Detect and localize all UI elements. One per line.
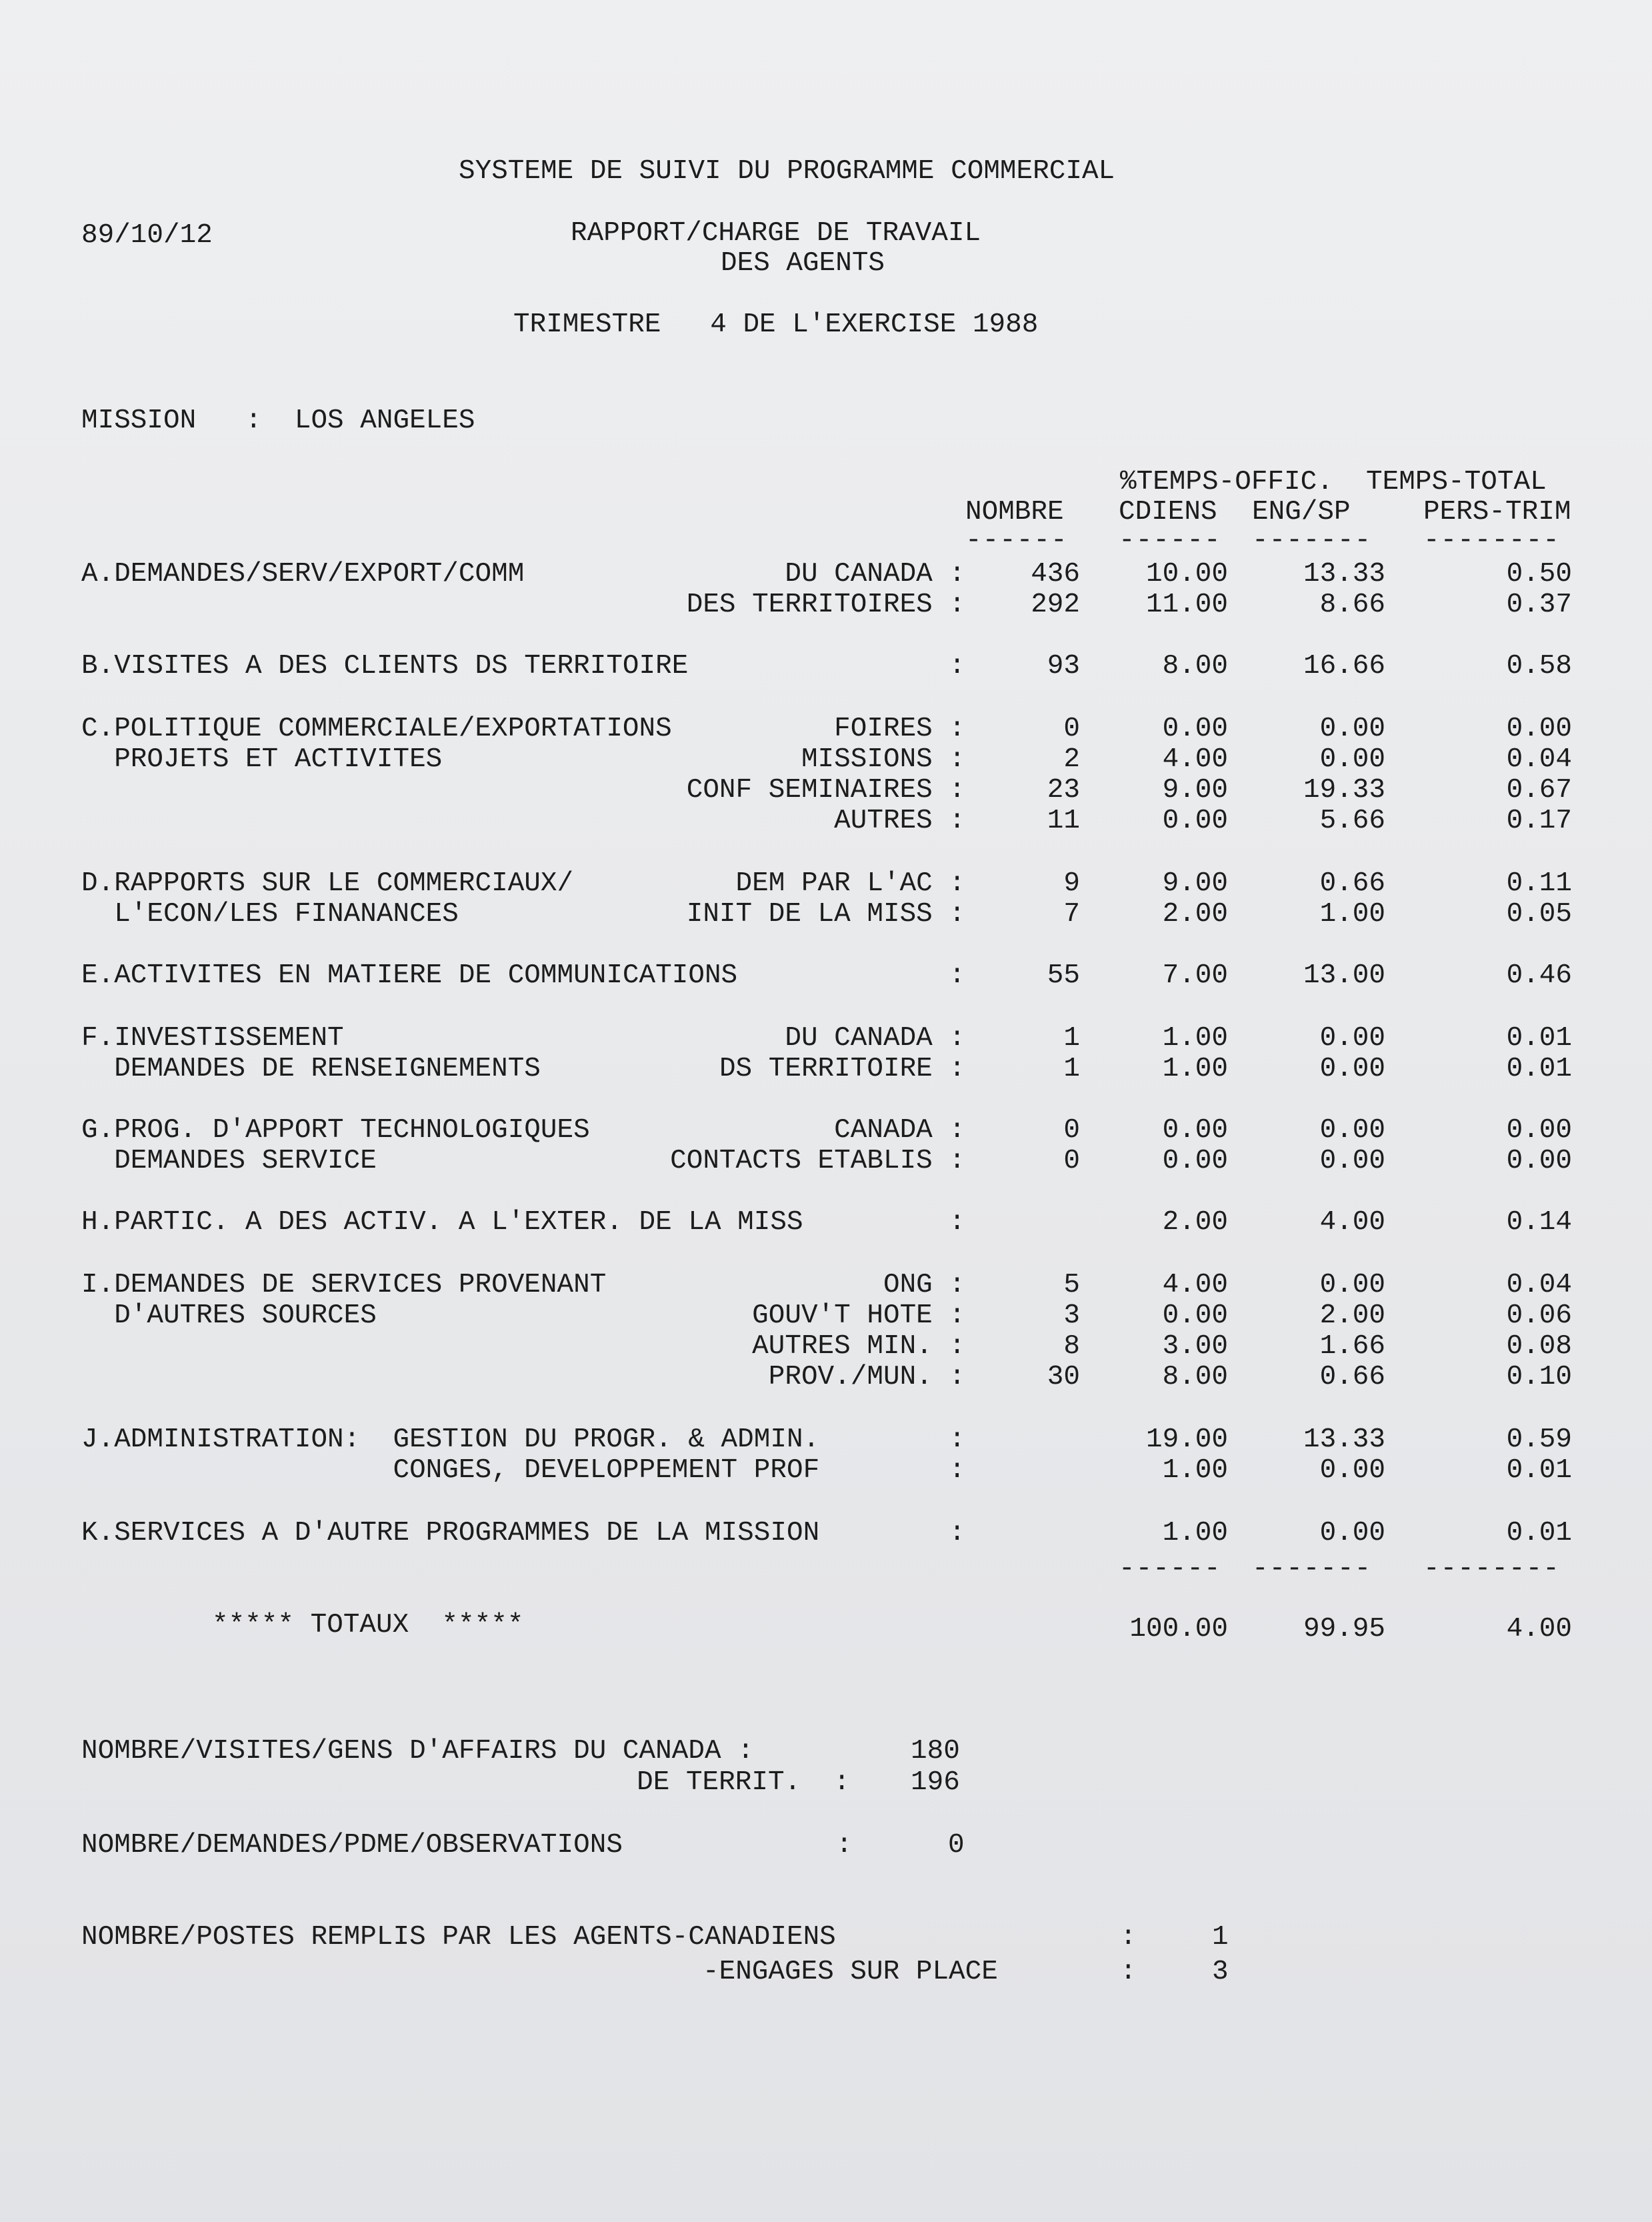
row-sublabel: ONG : <box>883 1270 965 1300</box>
row-nombre: 5 <box>1063 1270 1080 1300</box>
row-label: A.DEMANDES/SERV/EXPORT/COMM <box>81 559 525 590</box>
row-pers: 0.01 <box>1506 1023 1572 1054</box>
row-label: H.PARTIC. A DES ACTIV. A L'EXTER. DE LA MISS <box>81 1207 803 1238</box>
row-cdiens: 0.00 <box>1162 1146 1228 1176</box>
report-title-line2: DES AGENTS <box>721 248 885 279</box>
row-pers: 0.00 <box>1506 714 1572 744</box>
row-pers: 0.04 <box>1506 744 1572 775</box>
row-nombre: 23 <box>1047 775 1080 806</box>
postes-line1: NOMBRE/POSTES REMPLIS PAR LES AGENTS-CANADIENS <box>81 1922 836 1953</box>
visites-value1: 180 <box>911 1736 960 1767</box>
visites-value2: 196 <box>911 1767 960 1798</box>
row-pers: 0.08 <box>1506 1331 1572 1362</box>
row-label: CONGES, DEVELOPPEMENT PROF <box>81 1455 820 1486</box>
row-engsp: 13.33 <box>1303 559 1385 590</box>
totals-cdiens: 100.00 <box>1129 1614 1228 1644</box>
row-cdiens: 0.00 <box>1162 806 1228 836</box>
visites-line1: NOMBRE/VISITES/GENS D'AFFAIRS DU CANADA : <box>81 1736 754 1767</box>
row-engsp: 4.00 <box>1319 1207 1385 1238</box>
row-pers: 0.17 <box>1506 806 1572 836</box>
row-cdiens: 10.00 <box>1145 559 1228 590</box>
row-sublabel: DU CANADA : <box>785 1023 965 1054</box>
row-sublabel: AUTRES : <box>834 806 965 836</box>
demandes-colon: : <box>836 1830 853 1861</box>
row-pers: 0.00 <box>1506 1146 1572 1176</box>
row-engsp: 0.00 <box>1319 1270 1385 1300</box>
row-sublabel: PROV./MUN. : <box>768 1362 965 1392</box>
row-cdiens: 0.00 <box>1162 714 1228 744</box>
row-cdiens: 1.00 <box>1162 1518 1228 1548</box>
underline-perstrim: -------- <box>1423 525 1560 556</box>
row-sublabel: DES TERRITOIRES : <box>686 590 965 620</box>
row-nombre: 9 <box>1063 868 1080 899</box>
mission-line: MISSION : LOS ANGELES <box>81 405 475 436</box>
row-label: F.INVESTISSEMENT <box>81 1023 344 1054</box>
postes-value1: 1 <box>1212 1922 1229 1953</box>
row-cdiens: 4.00 <box>1162 744 1228 775</box>
totals-engsp: 99.95 <box>1303 1614 1385 1644</box>
row-nombre: 30 <box>1047 1362 1080 1392</box>
row-label: B.VISITES A DES CLIENTS DS TERRITOIRE <box>81 651 689 682</box>
row-pers: 0.10 <box>1506 1362 1572 1392</box>
row-pers: 0.37 <box>1506 590 1572 620</box>
row-label: G.PROG. D'APPORT TECHNOLOGIQUES <box>81 1115 590 1146</box>
row-nombre: 0 <box>1063 714 1080 744</box>
row-cdiens: 19.00 <box>1145 1424 1228 1455</box>
row-pers: 0.14 <box>1506 1207 1572 1238</box>
row-nombre: 93 <box>1047 651 1080 682</box>
column-header-engsp: ENG/SP <box>1252 497 1351 527</box>
row-sublabel: GOUV'T HOTE : <box>752 1300 965 1331</box>
row-engsp: 0.66 <box>1319 1362 1385 1392</box>
row-pers: 0.58 <box>1506 651 1572 682</box>
row-cdiens: 9.00 <box>1162 775 1228 806</box>
totals-underline-pers: -------- <box>1423 1554 1560 1584</box>
row-label: DEMANDES SERVICE <box>81 1146 377 1176</box>
row-pers: 0.06 <box>1506 1300 1572 1331</box>
row-nombre: 2 <box>1063 744 1080 775</box>
underline-nombre: ------ <box>965 525 1068 556</box>
postes-colon1: : <box>1120 1922 1137 1953</box>
row-engsp: 2.00 <box>1319 1300 1385 1331</box>
column-header-cdiens: CDIENS <box>1119 497 1217 527</box>
system-title: SYSTEME DE SUIVI DU PROGRAMME COMMERCIAL <box>459 156 1115 187</box>
row-engsp: 19.33 <box>1303 775 1385 806</box>
quarter-line: TRIMESTRE 4 DE L'EXERCISE 1988 <box>513 309 1039 340</box>
underline-cdiens: ------ <box>1119 525 1221 556</box>
row-pers: 0.01 <box>1506 1518 1572 1548</box>
row-pers: 0.05 <box>1506 899 1572 930</box>
row-engsp: 0.00 <box>1319 1146 1385 1176</box>
row-sublabel: : <box>949 1424 965 1455</box>
row-pers: 0.00 <box>1506 1115 1572 1146</box>
row-engsp: 5.66 <box>1319 806 1385 836</box>
row-pers: 0.46 <box>1506 960 1572 991</box>
row-sublabel: INIT DE LA MISS : <box>686 899 965 930</box>
row-cdiens: 1.00 <box>1162 1023 1228 1054</box>
row-nombre: 11 <box>1047 806 1080 836</box>
row-sublabel: MISSIONS : <box>801 744 965 775</box>
row-pers: 0.04 <box>1506 1270 1572 1300</box>
row-sublabel: : <box>949 1518 965 1548</box>
row-engsp: 0.00 <box>1319 1455 1385 1486</box>
row-sublabel: : <box>949 960 965 991</box>
row-sublabel: : <box>949 1455 965 1486</box>
row-nombre: 0 <box>1063 1146 1080 1176</box>
postes-value2: 3 <box>1212 1957 1229 1987</box>
row-nombre: 8 <box>1063 1331 1080 1362</box>
totals-label: ***** TOTAUX ***** <box>212 1610 524 1640</box>
row-label: J.ADMINISTRATION: GESTION DU PROGR. & ADMIN. <box>81 1424 820 1455</box>
row-sublabel: DU CANADA : <box>785 559 965 590</box>
row-engsp: 16.66 <box>1303 651 1385 682</box>
row-engsp: 0.00 <box>1319 1054 1385 1084</box>
row-sublabel: AUTRES MIN. : <box>752 1331 965 1362</box>
row-label: L'ECON/LES FINANANCES <box>81 899 459 930</box>
column-header-nombre: NOMBRE <box>965 497 1064 527</box>
row-pers: 0.11 <box>1506 868 1572 899</box>
row-cdiens: 1.00 <box>1162 1054 1228 1084</box>
row-nombre: 0 <box>1063 1115 1080 1146</box>
row-cdiens: 11.00 <box>1145 590 1228 620</box>
row-engsp: 0.00 <box>1319 1023 1385 1054</box>
row-nombre: 55 <box>1047 960 1080 991</box>
row-cdiens: 8.00 <box>1162 1362 1228 1392</box>
row-engsp: 0.00 <box>1319 714 1385 744</box>
row-label: DEMANDES DE RENSEIGNEMENTS <box>81 1054 541 1084</box>
row-nombre: 3 <box>1063 1300 1080 1331</box>
postes-line2: -ENGAGES SUR PLACE <box>703 1957 998 1987</box>
row-nombre: 7 <box>1063 899 1080 930</box>
row-engsp: 8.66 <box>1319 590 1385 620</box>
row-engsp: 0.66 <box>1319 868 1385 899</box>
row-engsp: 0.00 <box>1319 1518 1385 1548</box>
row-pers: 0.01 <box>1506 1054 1572 1084</box>
row-pers: 0.01 <box>1506 1455 1572 1486</box>
row-sublabel: FOIRES : <box>834 714 965 744</box>
row-label: D.RAPPORTS SUR LE COMMERCIAUX/ <box>81 868 574 899</box>
row-nombre: 292 <box>1031 590 1080 620</box>
underline-engsp: ------- <box>1252 525 1372 556</box>
row-cdiens: 3.00 <box>1162 1331 1228 1362</box>
row-cdiens: 9.00 <box>1162 868 1228 899</box>
row-cdiens: 0.00 <box>1162 1300 1228 1331</box>
column-header-top: %TEMPS-OFFIC. TEMPS-TOTAL <box>1120 467 1547 497</box>
row-cdiens: 8.00 <box>1162 651 1228 682</box>
row-cdiens: 1.00 <box>1162 1455 1228 1486</box>
row-label: I.DEMANDES DE SERVICES PROVENANT <box>81 1270 607 1300</box>
row-sublabel: CONF SEMINAIRES : <box>686 775 965 806</box>
row-cdiens: 4.00 <box>1162 1270 1228 1300</box>
row-cdiens: 7.00 <box>1162 960 1228 991</box>
row-engsp: 0.00 <box>1319 1115 1385 1146</box>
row-label: D'AUTRES SOURCES <box>81 1300 377 1331</box>
row-nombre: 1 <box>1063 1054 1080 1084</box>
row-sublabel: : <box>949 651 965 682</box>
row-cdiens: 0.00 <box>1162 1115 1228 1146</box>
row-pers: 0.50 <box>1506 559 1572 590</box>
row-engsp: 1.66 <box>1319 1331 1385 1362</box>
row-sublabel: CONTACTS ETABLIS : <box>670 1146 965 1176</box>
postes-colon2: : <box>1120 1957 1137 1987</box>
row-sublabel: : <box>949 1207 965 1238</box>
demandes-line: NOMBRE/DEMANDES/PDME/OBSERVATIONS <box>81 1830 623 1861</box>
row-engsp: 0.00 <box>1319 744 1385 775</box>
row-sublabel: DS TERRITOIRE : <box>719 1054 965 1084</box>
totals-underline-engsp: ------- <box>1252 1554 1372 1584</box>
row-cdiens: 2.00 <box>1162 899 1228 930</box>
row-label: K.SERVICES A D'AUTRE PROGRAMMES DE LA MISSION <box>81 1518 820 1548</box>
visites-line2: DE TERRIT. : <box>637 1767 850 1798</box>
row-label: C.POLITIQUE COMMERCIALE/EXPORTATIONS <box>81 714 672 744</box>
row-nombre: 436 <box>1031 559 1080 590</box>
report-date: 89/10/12 <box>81 220 213 251</box>
row-engsp: 13.33 <box>1303 1424 1385 1455</box>
row-nombre: 1 <box>1063 1023 1080 1054</box>
row-label: PROJETS ET ACTIVITES <box>81 744 443 775</box>
demandes-value: 0 <box>948 1830 965 1861</box>
column-header-perstrim: PERS-TRIM <box>1423 497 1571 527</box>
totals-underline-cdiens: ------ <box>1119 1554 1221 1584</box>
row-label: E.ACTIVITES EN MATIERE DE COMMUNICATIONS <box>81 960 738 991</box>
totals-pers: 4.00 <box>1506 1614 1572 1644</box>
row-pers: 0.59 <box>1506 1424 1572 1455</box>
report-title-line1: RAPPORT/CHARGE DE TRAVAIL <box>571 218 981 249</box>
row-pers: 0.67 <box>1506 775 1572 806</box>
row-sublabel: CANADA : <box>834 1115 965 1146</box>
row-engsp: 1.00 <box>1319 899 1385 930</box>
row-cdiens: 2.00 <box>1162 1207 1228 1238</box>
row-sublabel: DEM PAR L'AC : <box>735 868 965 899</box>
row-engsp: 13.00 <box>1303 960 1385 991</box>
